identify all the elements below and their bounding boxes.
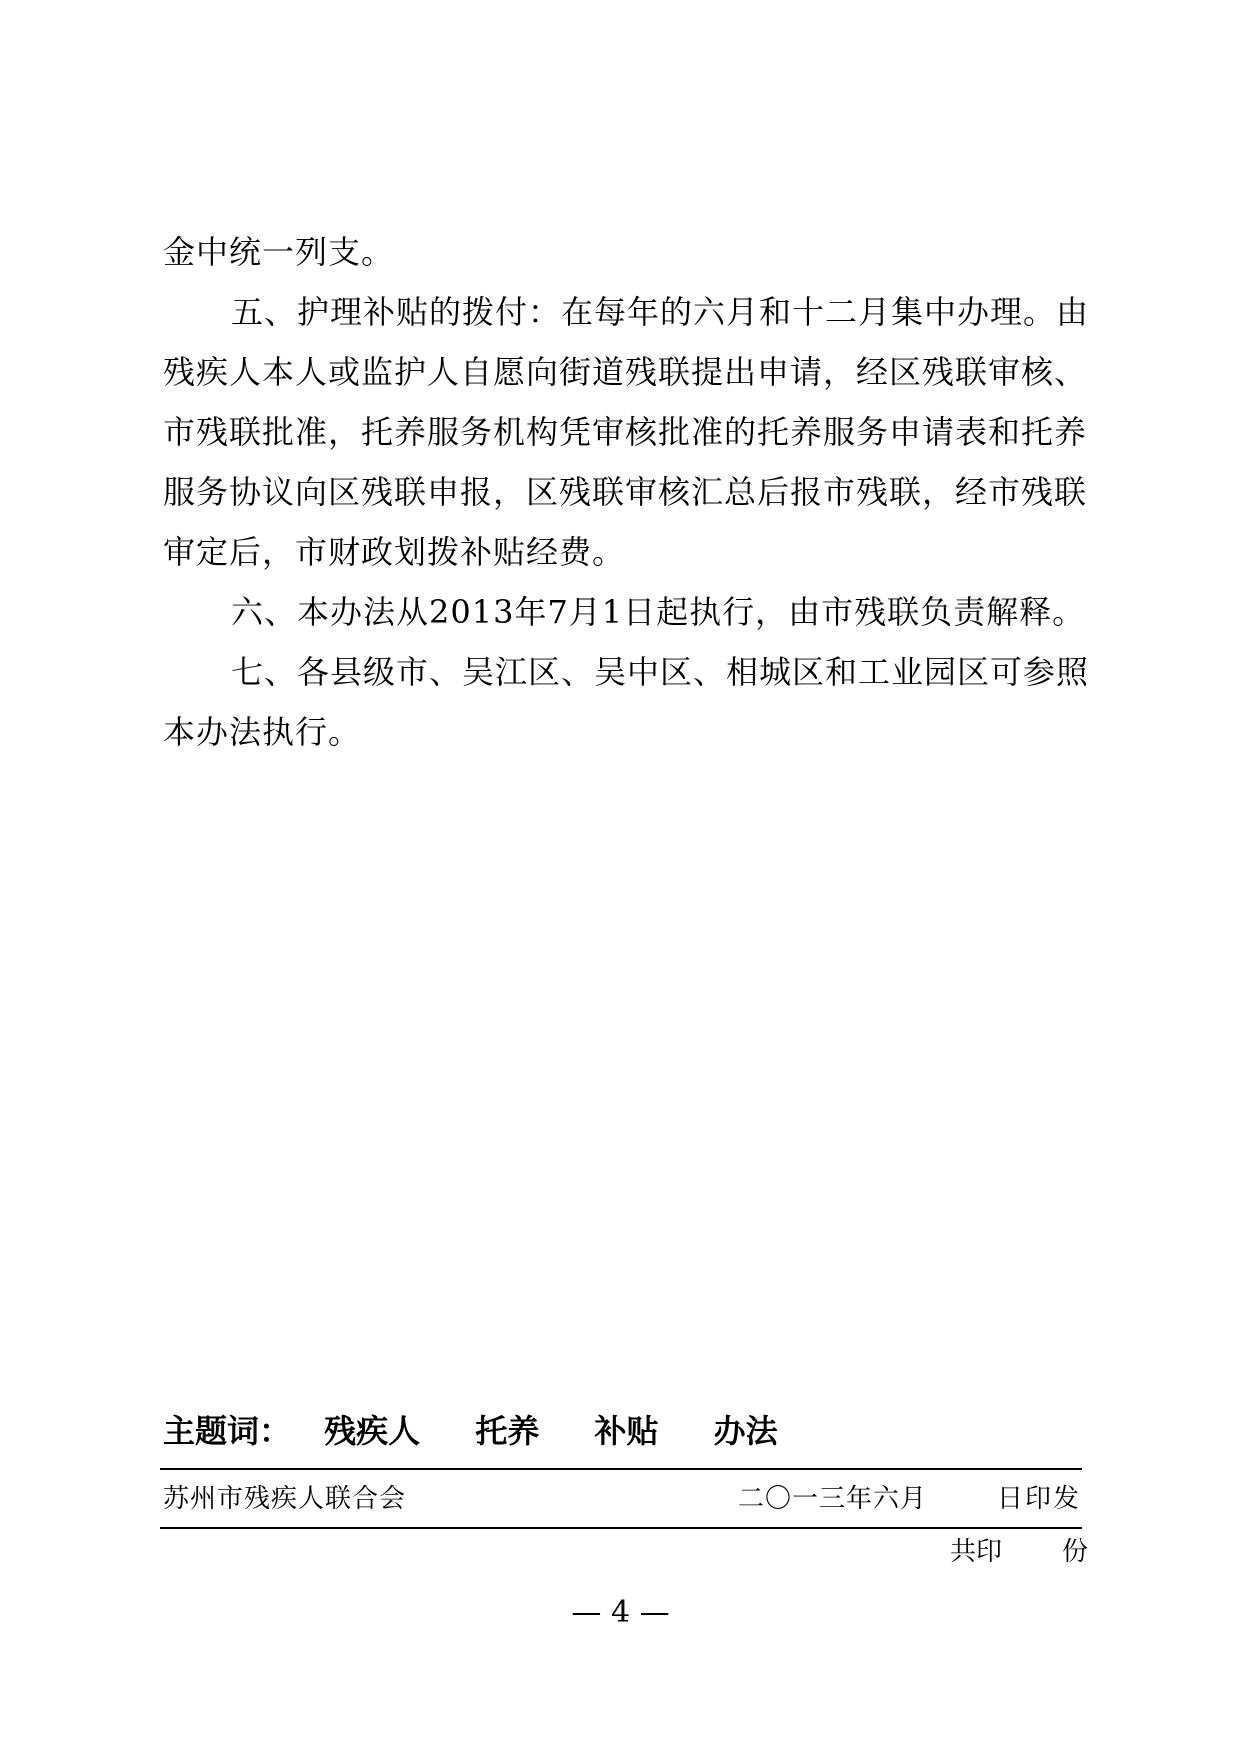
body-line-5: 服务协议向区残联申报，区残联审核汇总后报市残联，经市残联	[163, 473, 1088, 511]
keyword-item: 残疾人	[324, 1412, 421, 1450]
keywords-row	[163, 1405, 822, 1457]
body-line-1: 金中统一列支。	[163, 233, 395, 271]
page-number: — 4 —	[571, 1595, 670, 1630]
body-line-3: 残疾人本人或监护人自愿向街道残联提出申请，经区残联审核、	[163, 353, 1088, 391]
print-tag: 日印发	[996, 1484, 1081, 1514]
body-line-7: 六、本办法从2013年7月1日起执行，由市残联负责解释。	[231, 593, 1086, 631]
footer-row	[163, 1474, 1081, 1524]
keyword-item: 办法	[713, 1412, 778, 1450]
issuer-name: 苏州市残疾人联合会	[163, 1484, 407, 1514]
copies-unit: 份	[1062, 1537, 1089, 1567]
keyword-item: 补贴	[594, 1412, 659, 1450]
body-line-2: 五、护理补贴的拨付：在每年的六月和十二月集中办理。由	[231, 293, 1090, 331]
body-line-6: 审定后，市财政划拨补贴经费。	[163, 533, 626, 571]
body-line-8: 七、各县级市、吴江区、吴中区、相城区和工业园区可参照	[231, 653, 1090, 691]
footer-top-rule	[160, 1468, 1082, 1470]
keyword-item: 托养	[475, 1412, 540, 1450]
copies-count	[950, 1530, 1088, 1574]
body-text	[163, 222, 1090, 762]
body-line-9: 本办法执行。	[163, 713, 362, 751]
footer-bottom-rule	[160, 1527, 1082, 1529]
keywords-label: 主题词：	[163, 1412, 292, 1450]
copies-prefix: 共印	[950, 1537, 1003, 1567]
body-line-4: 市残联批准，托养服务机构凭审核批准的托养服务申请表和托养	[163, 413, 1088, 451]
issue-date: 二〇一三年六月	[738, 1484, 928, 1514]
